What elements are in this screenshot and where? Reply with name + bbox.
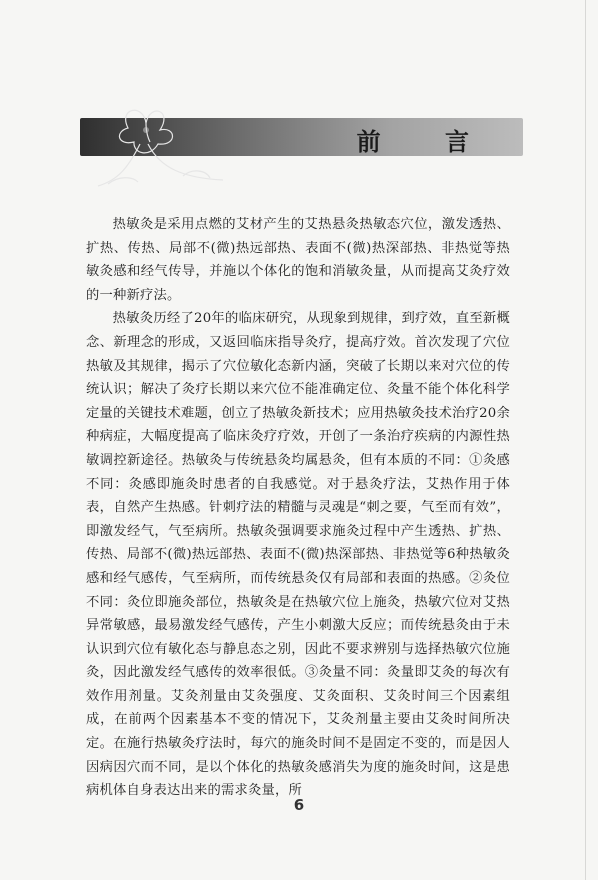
paragraph: 热敏灸是采用点燃的艾材产生的艾热悬灸热敏态穴位，激发透热、扩热、传热、局部不(微)热远部热、表面不(微)热深部热、非热觉等热敏灸感和经气传导，并施以个体化的饱和消敏灸量，从而提高艾灸疗效的一种新疗法。 — [86, 217, 510, 303]
page-edge-line — [585, 0, 586, 880]
page-number: 6 — [293, 796, 305, 814]
main-text — [86, 213, 510, 803]
page-title: 前 言 — [356, 127, 497, 156]
lotus-flower-icon — [88, 98, 228, 198]
paragraph: 热敏灸历经了20年的临床研究，从现象到规律，到疗效，直至新概念、新理念的形成，又返回临床指导灸疗，提高疗效。首次发现了穴位热敏及其规律，揭示了穴位敏化态新内涵，突破了长期以来对穴位的传统认识；解决了灸疗长期以来穴位不能准确定位、灸量不能个体化科学定量的关键技术难题，创立了热敏灸新技术；应用热敏灸技术治疗20余种病症，大幅度提高了临床灸疗疗效，开创了一条治疗疾病的内源性热敏调控新途径。热敏灸与传统悬灸均属悬灸，但有本质的不同：①灸感不同：灸感即施灸时患者的自我感觉。对于悬灸疗法，艾热作用于体表，自然产生热感。针刺疗法的精髓与灵魂是“刺之要，气至而有效”，即激发经气，气至病所。热敏灸强调要求施灸过程中产生透热、扩热、传热、局部不(微)热远部热、表面不(微)热深部热、非热觉等6种热敏灸感和经气感传，气至病所，而传统悬灸仅有局部和表面的热感。②灸位不同：灸位即施灸部位，热敏灸是在热敏穴位上施灸，热敏穴位对艾热异常敏感，最易激发经气感传，产生小刺激大反应；而传统悬灸由于未认识到穴位有敏化态与静息态之别，因此不要求辨别与选择热敏穴位施灸，因此激发经气感传的效率很低。③灸量不同：灸量即艾灸的每次有效作用剂量。艾灸剂量由艾灸强度、艾灸面积、艾灸时间三个因素组成，在前两个因素基本不变的情况下，艾灸剂量主要由艾灸时间所决定。在施行热敏灸疗法时，每穴的施灸时间不是固定不变的，而是因人因病因穴而不同，是以个体化的热敏灸感消失为度的施灸时间，这是患病机体自身表达出来的需求灸量，所 — [86, 311, 510, 799]
